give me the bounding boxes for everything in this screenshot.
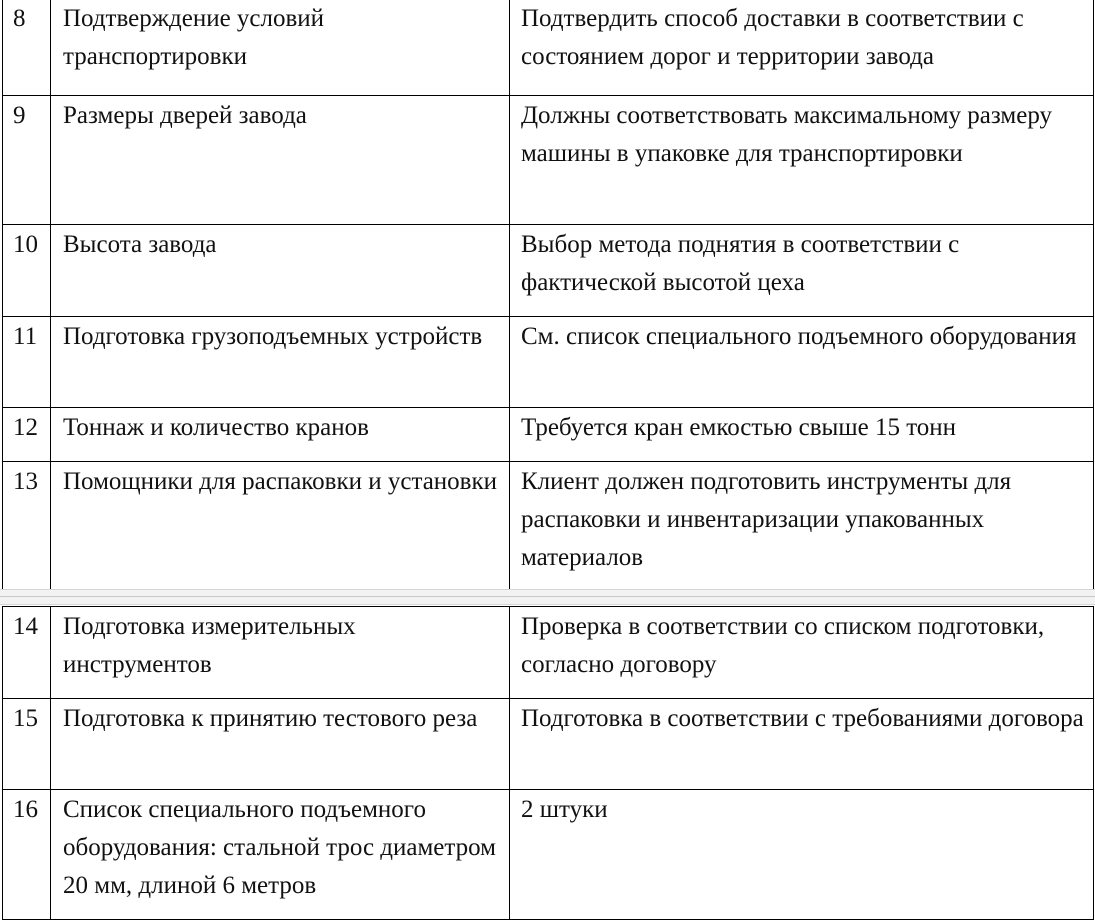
row-number-cell: 12 [3,408,51,462]
item-cell: Высота завода [51,225,510,317]
requirement-cell: Требуется кран емкостью свыше 15 тонн [510,408,1094,462]
requirements-table-part-1 [2,0,1094,591]
item-cell: Тоннаж и количество кранов [51,408,510,462]
row-number-cell: 10 [3,225,51,317]
table-row [3,408,1094,462]
item-cell: Список специального подъемного оборудования: стальной трос диаметром 20 мм, длиной 6 метров [51,790,510,920]
requirement-cell: Выбор метода поднятия в соответствии с фактической высотой цеха [510,225,1094,317]
page-break-separator [0,589,1095,605]
table-row [3,0,1094,96]
table-row [3,699,1094,790]
row-number-cell: 16 [3,790,51,920]
requirement-cell: 2 штуки [510,790,1094,920]
table-row [3,225,1094,317]
table-row [3,607,1094,699]
row-number-cell: 11 [3,317,51,408]
table-row [3,790,1094,920]
requirement-cell: Должны соответствовать максимальному размеру машины в упаковке для транспортировки [510,96,1094,225]
item-cell: Подготовка к принятию тестового реза [51,699,510,790]
row-number-cell: 15 [3,699,51,790]
item-cell: Подготовка грузоподъемных устройств [51,317,510,408]
page-break-line [0,596,1095,597]
table-row [3,462,1094,591]
requirement-cell: См. список специального подъемного оборудования [510,317,1094,408]
requirements-table-part-2 [2,606,1094,920]
item-cell: Подтверждение условий транспортировки [51,0,510,96]
row-number-cell: 8 [3,0,51,96]
item-cell: Помощники для распаковки и установки [51,462,510,591]
row-number-cell: 14 [3,607,51,699]
table-row [3,317,1094,408]
row-number-cell: 9 [3,96,51,225]
row-number-cell: 13 [3,462,51,591]
item-cell: Подготовка измерительных инструментов [51,607,510,699]
requirement-cell: Подготовка в соответствии с требованиями договора [510,699,1094,790]
item-cell: Размеры дверей завода [51,96,510,225]
requirement-cell: Клиент должен подготовить инструменты для распаковки и инвентаризации упакованных материалов [510,462,1094,591]
requirement-cell: Проверка в соответствии со списком подготовки, согласно договору [510,607,1094,699]
requirement-cell: Подтвердить способ доставки в соответствии с состоянием дорог и территории завода [510,0,1094,96]
table-row [3,96,1094,225]
